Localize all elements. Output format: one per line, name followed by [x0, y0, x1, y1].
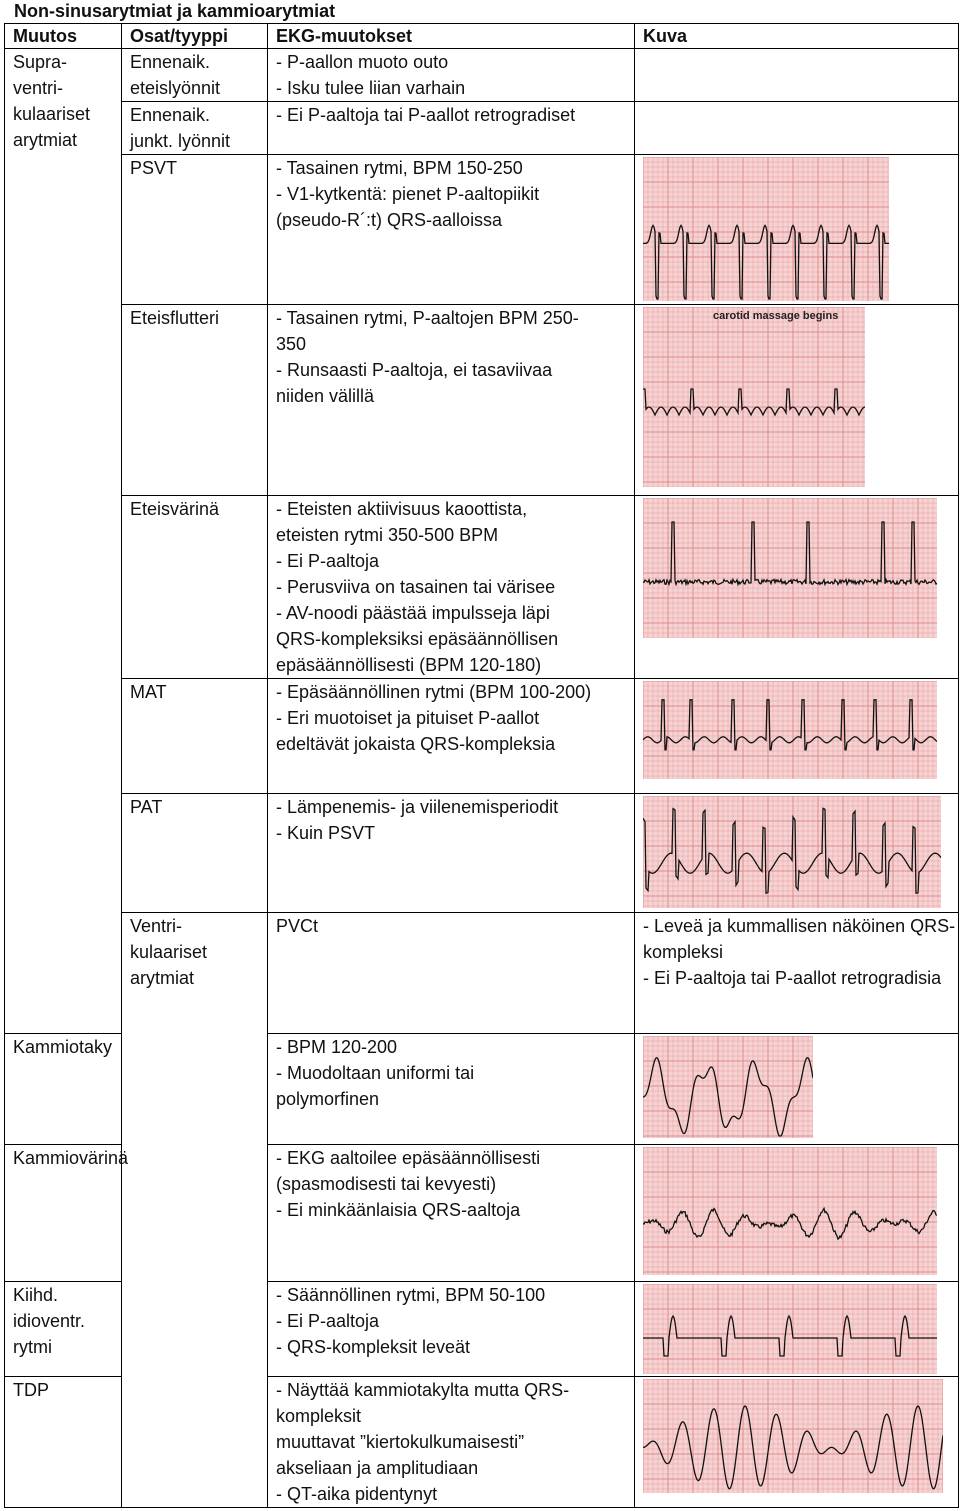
ecg-strip-aivr — [643, 1284, 937, 1374]
table-row — [5, 305, 959, 496]
ecg-grid — [643, 1147, 937, 1275]
ecg-strip-tdp — [643, 1379, 943, 1493]
table-row — [5, 49, 959, 102]
ecg-caption: carotid massage begins — [713, 310, 839, 322]
group-supra: Supra- ventri- kulaariset arytmiat — [5, 49, 122, 1034]
table-row — [5, 155, 959, 305]
ecg-strip-pat — [643, 796, 941, 908]
header-row — [5, 24, 959, 49]
type-kammiovarina: Kammiovärinä — [5, 1145, 122, 1282]
ecg-grid — [643, 1284, 937, 1374]
ecg-grid — [643, 157, 889, 301]
ekg-psvt: - Tasainen rytmi, BPM 150-250 - V1-kytkentä: pienet P-aaltopiikit (pseudo-R´:t) QRS-aalloissa — [268, 155, 635, 305]
type-pvct: PVCt — [268, 913, 635, 1034]
ecg-grid — [643, 681, 937, 779]
ecg-grid — [643, 307, 865, 487]
ekg-pat: - Lämpenemis- ja viilenemisperiodit - Kuin PSVT — [268, 794, 635, 913]
table-row — [5, 496, 959, 679]
type-mat: MAT — [122, 679, 268, 794]
image-kammiotaky — [635, 1034, 959, 1145]
table-row — [5, 794, 959, 913]
image-junkt — [635, 102, 959, 155]
ecg-strip-mat — [643, 681, 937, 779]
header-muutos: Muutos — [5, 24, 122, 49]
ekg-pvct: - Leveä ja kummallisen näköinen QRS- kompleksi - Ei P-aaltoja tai P-aallot retrogradisia — [635, 913, 959, 1034]
image-psvt — [635, 155, 959, 305]
image-eteislyonnit — [635, 49, 959, 102]
image-eteisvarina — [635, 496, 959, 679]
type-psvt: PSVT — [122, 155, 268, 305]
table-row — [5, 913, 959, 1034]
ecg-grid — [643, 1036, 813, 1138]
type-kammiotaky: Kammiotaky — [5, 1034, 122, 1145]
image-mat — [635, 679, 959, 794]
header-kuva: Kuva — [635, 24, 959, 49]
ekg-junkt: - Ei P-aaltoja tai P-aallot retrogradiset — [268, 102, 635, 155]
type-pat: PAT — [122, 794, 268, 913]
type-eteisvarina: Eteisvärinä — [122, 496, 268, 679]
type-junkt: Ennenaik. junkt. lyönnit — [122, 102, 268, 155]
group-ventri: Ventri- kulaariset arytmiat — [122, 913, 268, 1508]
image-pat — [635, 794, 959, 913]
ecg-strip-psvt — [643, 157, 889, 301]
ecg-strip-vf — [643, 1147, 937, 1275]
arrhythmia-table — [4, 23, 959, 1508]
ecg-grid — [643, 498, 937, 638]
image-kiihd — [635, 1282, 959, 1377]
ekg-kiihd: - Säännöllinen rytmi, BPM 50-100 - Ei P-aaltoja - QRS-kompleksit leveät — [268, 1282, 635, 1377]
ecg-grid — [643, 1379, 943, 1493]
type-tdp: TDP — [5, 1377, 122, 1508]
ecg-grid — [643, 796, 941, 908]
page-title: Non-sinusarytmiat ja kammioarytmiat — [14, 1, 336, 21]
header-ekg: EKG-muutokset — [268, 24, 635, 49]
ekg-mat: - Epäsäännöllinen rytmi (BPM 100-200) - Eri muotoiset ja pituiset P-aallot edeltävät jokaista QRS-kompleksia — [268, 679, 635, 794]
table-row — [5, 679, 959, 794]
image-kammiovarina — [635, 1145, 959, 1282]
image-flutteri — [635, 305, 959, 496]
image-tdp — [635, 1377, 959, 1508]
type-flutteri: Eteisflutteri — [122, 305, 268, 496]
ecg-strip-afib — [643, 498, 937, 638]
ekg-tdp: - Näyttää kammiotakylta mutta QRS- kompleksit muuttavat ”kiertokulkumaisesti” akseliaan ja amplitudiaan - QT-aika pidentynyt — [268, 1377, 635, 1508]
ekg-flutteri: - Tasainen rytmi, P-aaltojen BPM 250- 350 - Runsaasti P-aaltoja, ei tasaviivaa niiden välillä — [268, 305, 635, 496]
table-row — [5, 102, 959, 155]
ekg-eteisvarina: - Eteisten aktiivisuus kaoottista, eteisten rytmi 350-500 BPM - Ei P-aaltoja - Perusviiva on tasainen tai värisee - AV-noodi päästää impulsseja läpi QRS-kompleksiksi epäsäännöllisen epäsäännöllisesti (BPM 120-180) — [268, 496, 635, 679]
ecg-strip-vt — [643, 1036, 813, 1138]
ekg-kammiovarina: - EKG aaltoilee epäsäännöllisesti (spasmodisesti tai kevyesti) - Ei minkäänlaisia QRS-aaltoja — [268, 1145, 635, 1282]
ekg-eteislyonnit: - P-aallon muoto outo - Isku tulee liian varhain — [268, 49, 635, 102]
header-osat: Osat/tyyppi — [122, 24, 268, 49]
ecg-strip-flutter — [643, 307, 865, 487]
type-eteislyonnit: Ennenaik. eteislyönnit — [122, 49, 268, 102]
type-kiihd: Kiihd. idioventr. rytmi — [5, 1282, 122, 1377]
ekg-kammiotaky: - BPM 120-200 - Muodoltaan uniformi tai polymorfinen — [268, 1034, 635, 1145]
